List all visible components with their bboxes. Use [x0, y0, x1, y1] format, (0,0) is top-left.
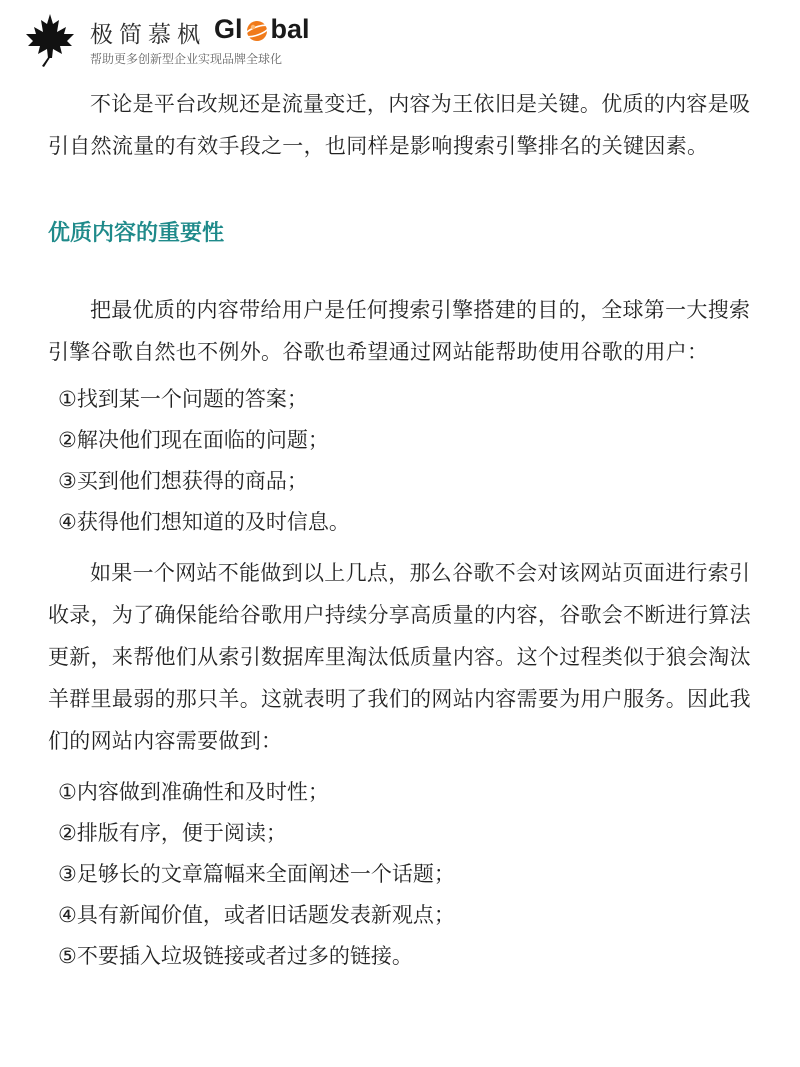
section-title: 优质内容的重要性	[48, 221, 225, 246]
list-item: ③足够长的文章篇幅来全面阐述一个话题；	[58, 862, 455, 886]
list-item: ②排版有序，便于阅读；	[58, 821, 287, 845]
brand-en-right: bal	[270, 14, 310, 44]
user-goals-list	[48, 379, 758, 543]
list-item: ①内容做到准确性和及时性；	[58, 780, 329, 804]
body-paragraph-1: 把最优质的内容带给用户是任何搜索引擎搭建的目的，全球第一大搜索引擎谷歌自然也不例外。谷歌也希望通过网站能帮助使用谷歌的用户：	[48, 298, 751, 364]
list-item: ①找到某一个问题的答案；	[58, 387, 308, 411]
brand-name-en	[214, 14, 310, 45]
brand-en-left: Gl	[214, 14, 243, 44]
list-item: ⑤不要插入垃圾链接或者过多的链接。	[58, 944, 413, 968]
list-item: ②解决他们现在面临的问题；	[58, 428, 329, 452]
brand-tagline: 帮助更多创新型企业实现品牌全球化	[90, 52, 283, 66]
maple-leaf-icon	[22, 12, 78, 68]
list-item: ③买到他们想获得的商品；	[58, 469, 308, 493]
content-requirements-list	[48, 772, 758, 977]
list-item: ④具有新闻价值，或者旧话题发表新观点；	[58, 903, 455, 927]
brand-header	[22, 12, 422, 68]
globe-icon	[244, 17, 270, 43]
list-item: ④获得他们想知道的及时信息。	[58, 510, 350, 534]
brand-name-cn: 极简慕枫	[90, 22, 206, 48]
article-content	[48, 80, 758, 977]
intro-paragraph: 不论是平台改规还是流量变迁，内容为王依旧是关键。优质的内容是吸引自然流量的有效手段之一，也同样是影响搜索引擎排名的关键因素。	[48, 92, 751, 158]
body-paragraph-2: 如果一个网站不能做到以上几点，那么谷歌不会对该网站页面进行索引收录，为了确保能给谷歌用户持续分享高质量的内容，谷歌会不断进行算法更新，来帮他们从索引数据库里淘汰低质量内容。这个过程类似于狼会淘汰羊群里最弱的那只羊。这就表明了我们的网站内容需要为用户服务。因此我们的网站内容需要做到：	[48, 561, 751, 753]
